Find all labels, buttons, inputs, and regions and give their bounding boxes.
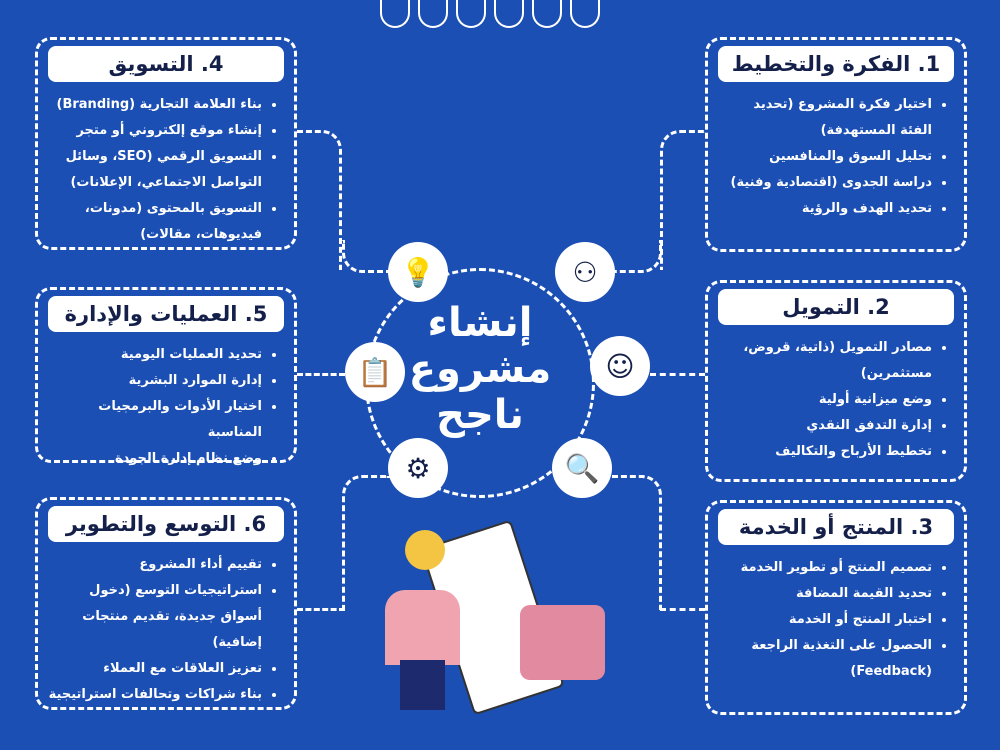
section-marketing: [35, 37, 297, 250]
list-item: • إنشاء موقع إلكتروني أو متجر: [48, 118, 262, 144]
list-item: • تحديد الهدف والرؤية: [718, 196, 932, 222]
list-item: • إدارة الموارد البشرية: [48, 368, 262, 394]
list-item: • اختيار الأدوات والبرمجيات المناسبة: [48, 394, 262, 446]
center-title-line: ناجح: [436, 392, 524, 438]
center-title-line: إنشاء: [427, 300, 533, 346]
list-item: • دراسة الجدوى (اقتصادية وفنية): [718, 170, 932, 196]
list-item: • تحديد العمليات اليومية: [48, 342, 262, 368]
section-expansion-development: [35, 497, 297, 710]
idea-decision-icon: ⚇: [555, 242, 615, 302]
section-title: 2. التمويل: [718, 289, 954, 325]
list-item: • تحليل السوق والمنافسين: [718, 144, 932, 170]
list-item: • تخطيط الأرباح والتكاليف: [718, 439, 932, 465]
list-item: • مصادر التمويل (ذاتية، قروض، مستثمرين): [718, 335, 932, 387]
decorative-scallops: [380, 0, 600, 28]
section-title: 1. الفكرة والتخطيط: [718, 46, 954, 82]
center-title: [400, 300, 560, 438]
lightbulb-puzzle-icon: 💡: [388, 242, 448, 302]
list-item: • اختبار المنتج أو الخدمة: [718, 607, 932, 633]
checklist-target-icon: 📋: [345, 342, 405, 402]
list-item: • التسويق الرقمي (SEO، وسائل التواصل الاجتماعي، الإعلانات): [48, 144, 262, 196]
list-item: • استراتيجيات التوسع (دخول أسواق جديدة، تقديم منتجات إضافية): [48, 578, 262, 656]
list-item: • وضع ميزانية أولية: [718, 387, 932, 413]
section-financing: [705, 280, 967, 482]
thinking-person-illustration: [385, 520, 615, 710]
tools-gear-icon: ⚙: [388, 438, 448, 498]
list-item: • بناء شراكات وتحالفات استراتيجية: [48, 682, 262, 708]
section-title: 5. العمليات والإدارة: [48, 296, 284, 332]
section-idea-planning: [705, 37, 967, 252]
center-title-line: مشروع: [408, 346, 552, 392]
list-item: • بناء العلامة التجارية (Branding): [48, 92, 262, 118]
list-item: • تحديد القيمة المضافة: [718, 581, 932, 607]
section-title: 3. المنتج أو الخدمة: [718, 509, 954, 545]
section-title: 6. التوسع والتطوير: [48, 506, 284, 542]
list-item: • وضع نظام إدارة الجودة: [48, 446, 262, 472]
list-item: • التسويق بالمحتوى (مدونات، فيديوهات، مقالات): [48, 196, 262, 248]
section-product-service: [705, 500, 967, 715]
list-item: • إدارة التدفق النقدي: [718, 413, 932, 439]
brain-search-icon: 🔍: [552, 438, 612, 498]
section-operations-management: [35, 287, 297, 466]
head-brain-icon: ☺: [590, 336, 650, 396]
list-item: • تصميم المنتج أو تطوير الخدمة: [718, 555, 932, 581]
list-item: • اختيار فكرة المشروع (تحديد الفئة المستهدفة): [718, 92, 932, 144]
section-title: 4. التسويق: [48, 46, 284, 82]
list-item: • تعزيز العلاقات مع العملاء: [48, 656, 262, 682]
list-item: • تقييم أداء المشروع: [48, 552, 262, 578]
list-item: • الحصول على التغذية الراجعة (Feedback): [718, 633, 932, 685]
